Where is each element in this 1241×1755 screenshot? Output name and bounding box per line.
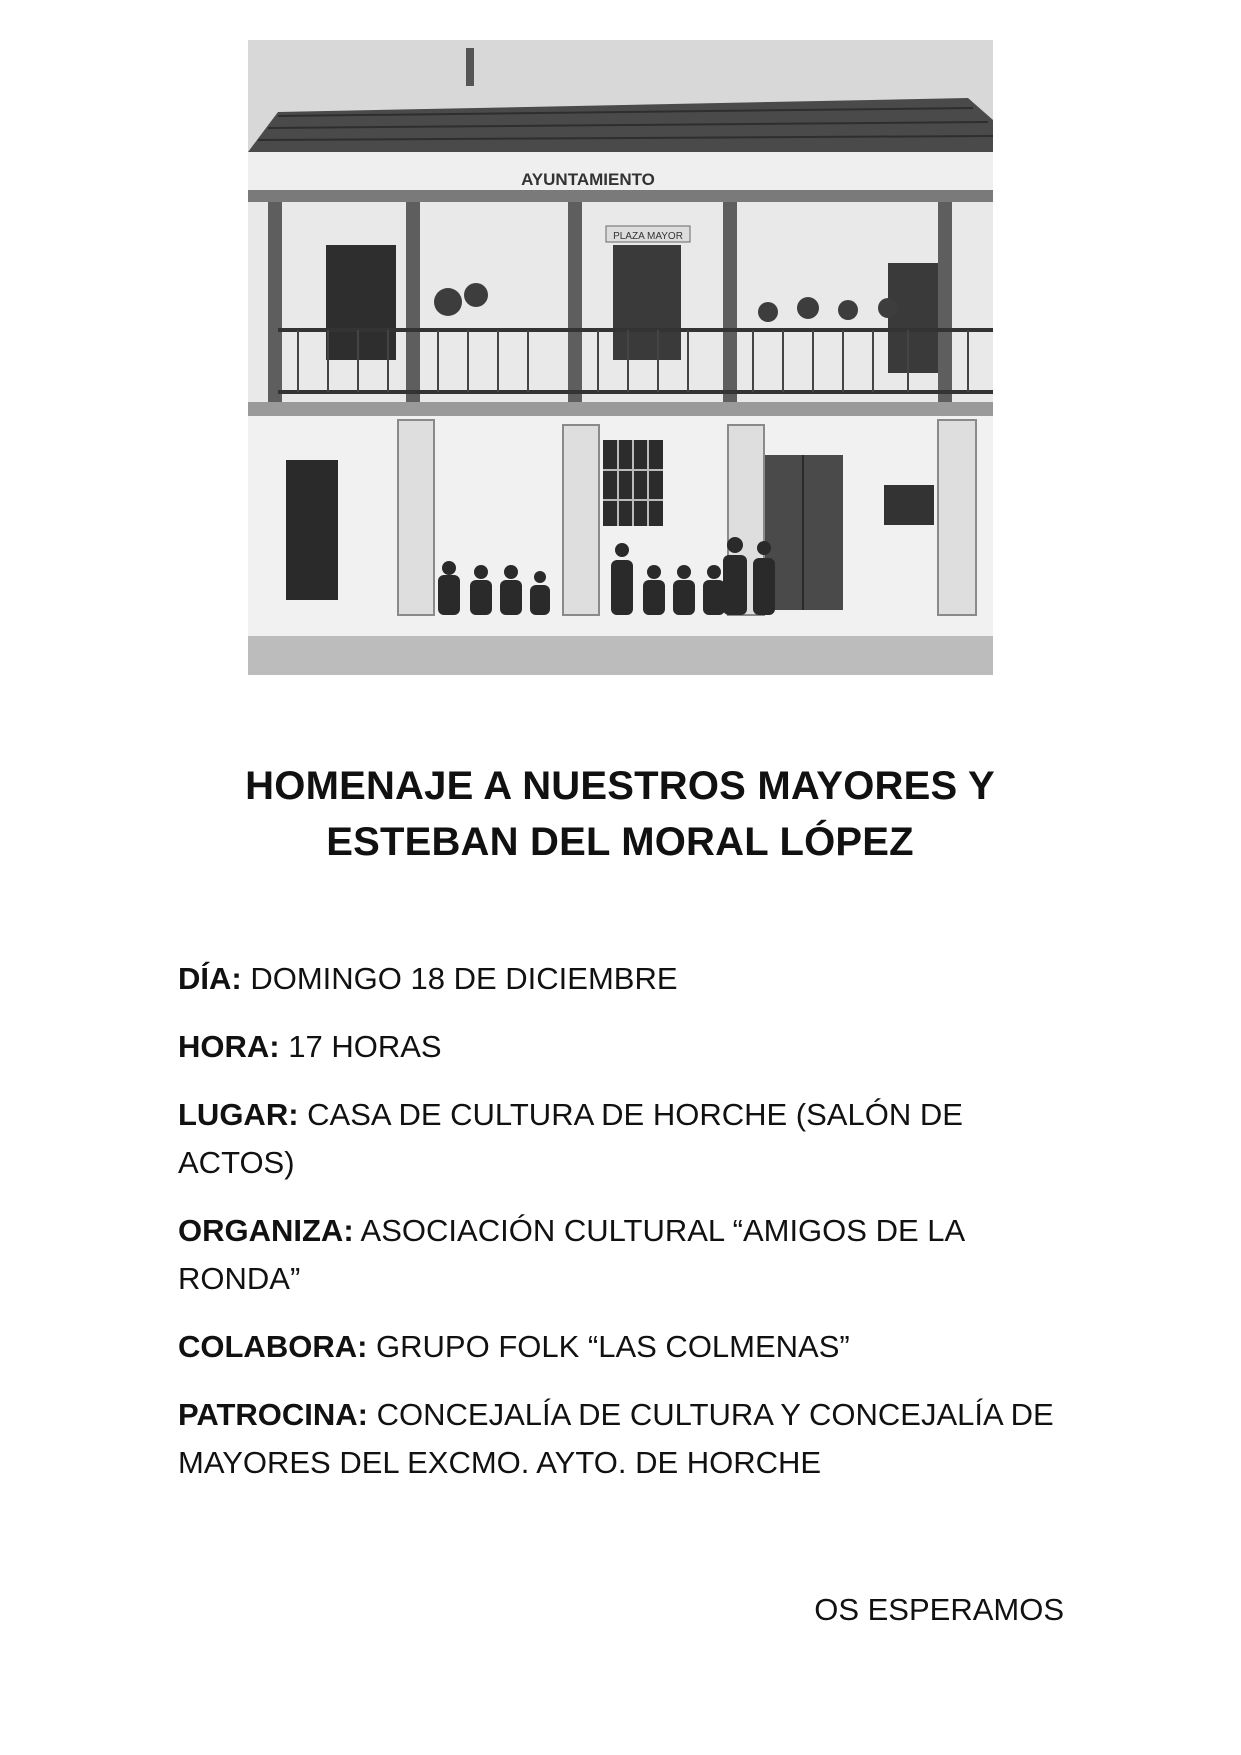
sign-ayuntamiento: AYUNTAMIENTO	[521, 170, 655, 189]
detail-day	[178, 955, 1078, 1003]
detail-day-value: DOMINGO 18 DE DICIEMBRE	[241, 961, 678, 996]
detail-time-value: 17 HORAS	[279, 1029, 442, 1064]
closing-text: OS ESPERAMOS	[814, 1592, 1064, 1627]
detail-day-label: DÍA:	[178, 961, 242, 996]
sign-plaza-mayor: PLAZA MAYOR	[613, 231, 683, 242]
detail-sponsor	[178, 1391, 1078, 1487]
detail-organizer	[178, 1207, 1078, 1303]
detail-organizer-value: ASOCIACIÓN CULTURAL “AMIGOS DE LA RONDA”	[178, 1213, 964, 1296]
detail-time	[178, 1023, 1078, 1071]
title-line-2: ESTEBAN DEL MORAL LÓPEZ	[326, 820, 914, 864]
detail-place	[178, 1091, 1078, 1187]
detail-organizer-label: ORGANIZA:	[178, 1213, 354, 1248]
town-hall-photo	[248, 40, 993, 675]
title-line-1: HOMENAJE A NUESTROS MAYORES Y	[245, 764, 995, 808]
detail-place-label: LUGAR:	[178, 1097, 299, 1132]
detail-sponsor-value: CONCEJALÍA DE CULTURA Y CONCEJALÍA DE MAYORES DEL EXCMO. AYTO. DE HORCHE	[178, 1397, 1054, 1480]
detail-collaborator	[178, 1323, 1078, 1371]
detail-collaborator-label: COLABORA:	[178, 1329, 368, 1364]
town-hall-photo-drawing	[248, 40, 993, 675]
event-details	[178, 955, 1078, 1507]
detail-time-label: HORA:	[178, 1029, 280, 1064]
detail-collaborator-value: GRUPO FOLK “LAS COLMENAS”	[367, 1329, 850, 1364]
detail-place-value: CASA DE CULTURA DE HORCHE (SALÓN DE ACTOS)	[178, 1097, 963, 1180]
event-title	[120, 758, 1120, 870]
detail-sponsor-label: PATROCINA:	[178, 1397, 368, 1432]
